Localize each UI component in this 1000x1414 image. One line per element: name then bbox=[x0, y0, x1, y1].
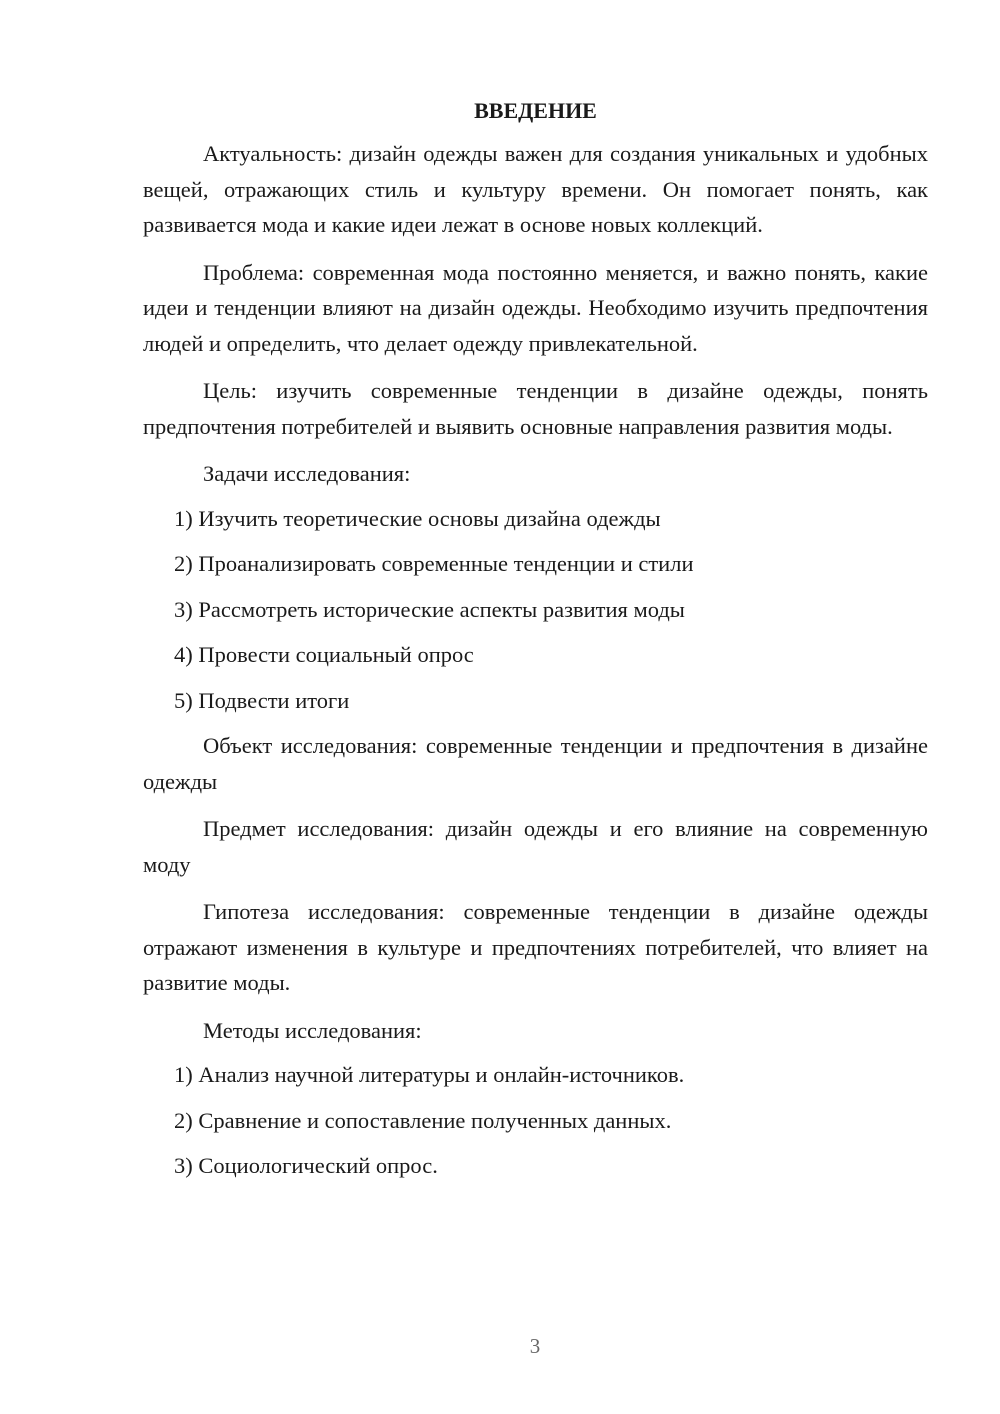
method-item: 2) Сравнение и сопоставление полученных данных. bbox=[174, 1107, 672, 1133]
methods-heading: Методы исследования: bbox=[203, 1017, 422, 1043]
subject-paragraph: Предмет исследования: дизайн одежды и его влияние на современную моду bbox=[143, 816, 928, 877]
relevance-paragraph: Актуальность: дизайн одежды важен для создания уникальных и удобных вещей, отражающих стиль и культуру времени. Он помогает понять, как развивается мода и какие идеи лежат в основе новых коллекций. bbox=[143, 141, 928, 237]
goal-paragraph: Цель: изучить современные тенденции в дизайне одежды, понять предпочтения потребителей и выявить основные направления развития моды. bbox=[143, 378, 928, 439]
task-item: 5) Подвести итоги bbox=[174, 687, 350, 713]
object-paragraph: Объект исследования: современные тенденции и предпочтения в дизайне одежды bbox=[143, 733, 928, 794]
task-item: 3) Рассмотреть исторические аспекты развития моды bbox=[174, 596, 685, 622]
hypothesis-paragraph: Гипотеза исследования: современные тенденции в дизайне одежды отражают изменения в культуре и предпочтениях потребителей, что влияет на развитие моды. bbox=[143, 899, 928, 995]
document-page bbox=[143, 96, 928, 1194]
task-item: 1) Изучить теоретические основы дизайна одежды bbox=[174, 505, 661, 531]
task-item: 2) Проанализировать современные тенденции и стили bbox=[174, 551, 694, 576]
tasks-heading: Задачи исследования: bbox=[203, 461, 411, 486]
method-item: 3) Социологический опрос. bbox=[174, 1153, 438, 1178]
method-item: 1) Анализ научной литературы и онлайн-источников. bbox=[174, 1062, 685, 1087]
problem-paragraph: Проблема: современная мода постоянно меняется, и важно понять, какие идеи и тенденции влияют на дизайн одежды. Необходимо изучить предпочтения людей и определить, что делает одежду привлекательной. bbox=[143, 259, 928, 356]
page-number: 3 bbox=[529, 1334, 541, 1358]
task-item: 4) Провести социальный опрос bbox=[174, 642, 474, 667]
section-title: ВВЕДЕНИЕ bbox=[474, 98, 597, 123]
